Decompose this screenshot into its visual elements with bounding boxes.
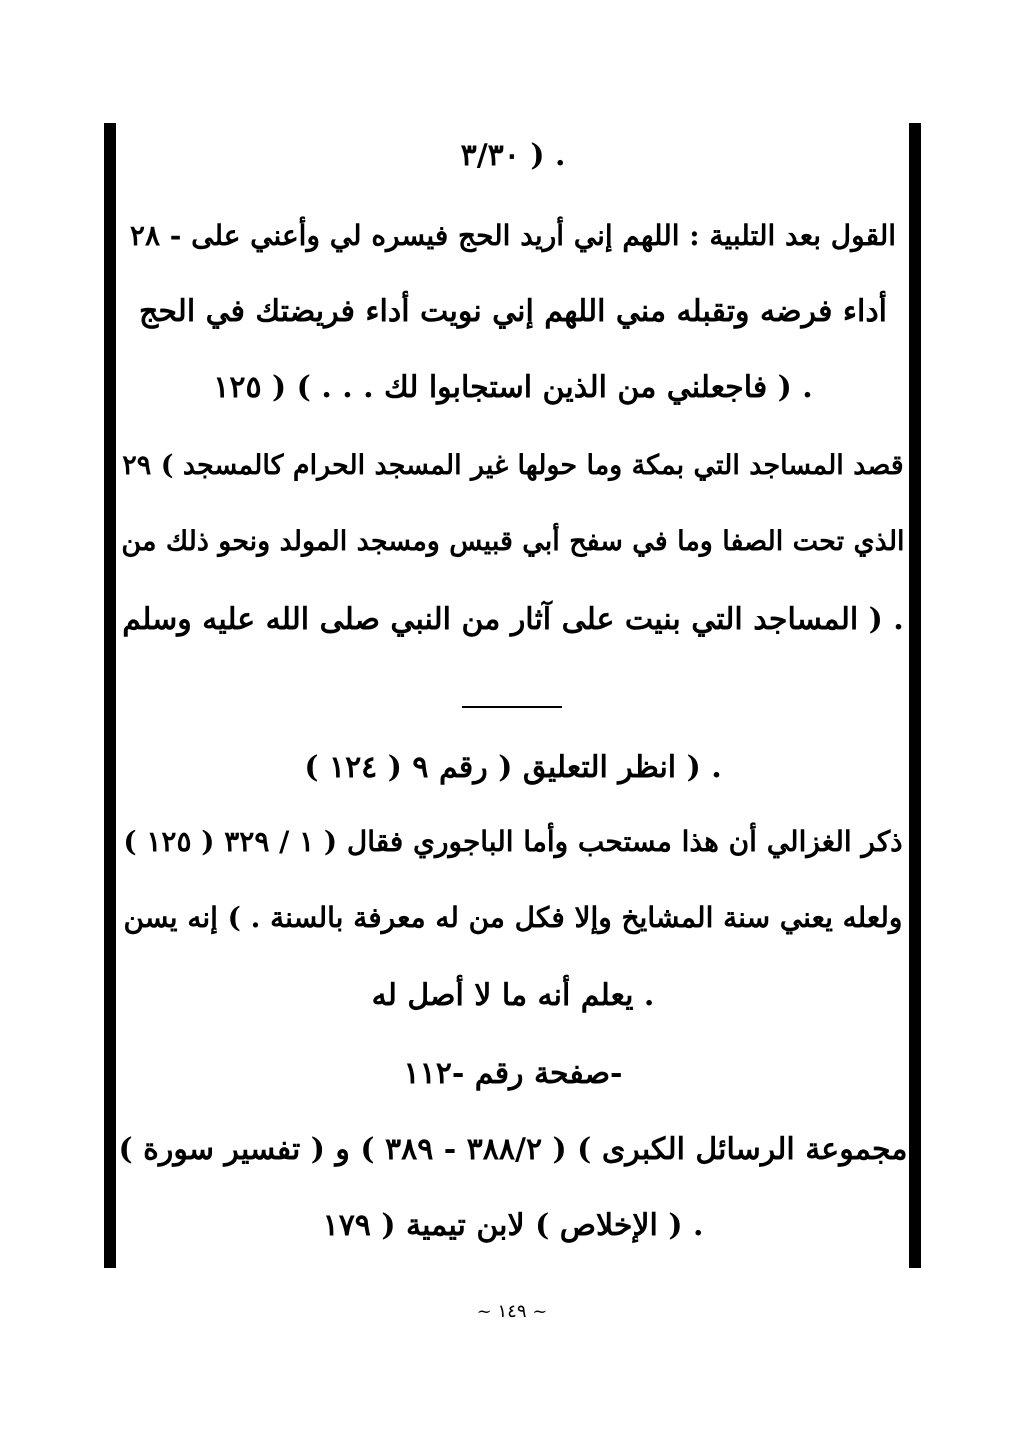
page-body (118, 0, 908, 1300)
footnote-line: . يعلم أنه ما لا أصل له (371, 978, 655, 1013)
footnote-line: ولعله يعني سنة المشايخ وإلا فكل من له معرفة بالسنة . ) إنه يسن (123, 901, 903, 934)
footnote-separator (462, 706, 562, 708)
footnote-line: -صفحة رقم -١١٢ (403, 1056, 623, 1091)
text-line: . ( فاجعلني من الذين استجابوا لك . . . ) ( ١٢٥ (213, 370, 813, 405)
text-line: قصد المساجد التي بمكة وما حولها غير المسجد الحرام كالمسجد ) ٢٩ (122, 450, 904, 481)
footnote-line: . ( انظر التعليق ( رقم ٩ ( ١٢٤ ) (304, 750, 722, 785)
text-line: . ( المساجد التي بنيت على آثار من النبي صلى الله عليه وسلم (122, 602, 904, 637)
text-line: . ( ٣/٣٠ (460, 138, 566, 173)
footnote-line: ذكر الغزالي أن هذا مستحب وأما الباجوري فقال ( ١ / ٣٢٩ ( ١٢٥ ) (123, 825, 903, 858)
text-line: الذي تحت الصفا وما في سفح أبي قبيس ومسجد المولد ونحو ذلك من (121, 526, 905, 557)
left-frame-border (104, 123, 116, 1268)
footnote-line: مجموعة الرسائل الكبرى ) ( ٣٨٨/٢ - ٣٨٩ ) و ( تفسير سورة ) (118, 1132, 908, 1167)
page-number: ~ ١٤٩ ~ (476, 1301, 548, 1322)
text-line: أداء فرضه وتقبله مني اللهم إني نويت أداء فريضتك في الحج (138, 294, 888, 329)
text-line: القول بعد التلبية : اللهم إني أريد الحج فيسره لي وأعني على - ٢٨ (129, 219, 897, 252)
right-frame-border (909, 123, 921, 1268)
footnote-line: . ( الإخلاص ) لابن تيمية ( ١٧٩ (322, 1208, 704, 1243)
